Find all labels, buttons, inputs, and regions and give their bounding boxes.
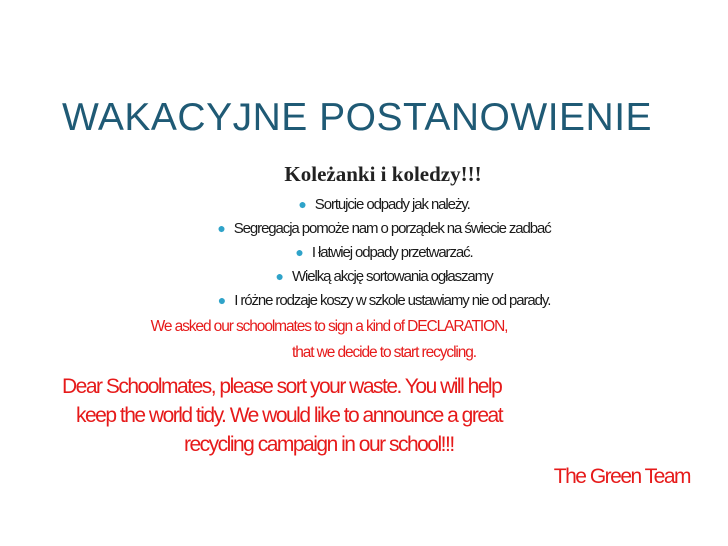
- message-line: Dear Schoolmates, please sort your waste. You will help: [62, 375, 502, 398]
- list-item: [0, 192, 728, 216]
- bullet-text: Wielką akcję sortowania ogłaszamy: [292, 268, 493, 285]
- declaration-line-2: that we decide to start recycling.: [291, 344, 476, 361]
- slide-title: WAKACYJNE POSTANOWIENIE: [62, 96, 653, 139]
- bullet-dot-icon: ●: [275, 268, 284, 284]
- list-item: [0, 288, 728, 312]
- bullet-dot-icon: ●: [217, 292, 227, 308]
- bullet-text: Sortujcie odpady jak należy.: [314, 196, 470, 213]
- list-item: [0, 216, 728, 240]
- signature: The Green Team: [553, 465, 690, 488]
- bullet-text: Segregacja pomoże nam o porządek na świecie zadbać: [233, 220, 551, 237]
- declaration-line-1: We asked our schoolmates to sign a kind of DECLARATION,: [150, 318, 508, 335]
- message: [62, 372, 702, 459]
- list-item: [0, 264, 728, 288]
- list-item: [0, 240, 728, 264]
- bullet-text: I różne rodzaje koszy w szkole ustawiamy nie od parady.: [234, 292, 551, 309]
- greeting: Koleżanki i koledzy!!!: [284, 162, 482, 186]
- message-line: recycling campaign in our school!!!: [184, 433, 454, 456]
- bullet-dot-icon: ●: [217, 220, 226, 236]
- bullet-dot-icon: ●: [295, 244, 304, 260]
- bullet-text: I łatwiej odpady przetwarzać.: [311, 244, 473, 261]
- bullet-dot-icon: ●: [298, 196, 307, 212]
- message-line: keep the world tidy. We would like to announce a great: [76, 404, 503, 427]
- bullet-list: [0, 192, 728, 312]
